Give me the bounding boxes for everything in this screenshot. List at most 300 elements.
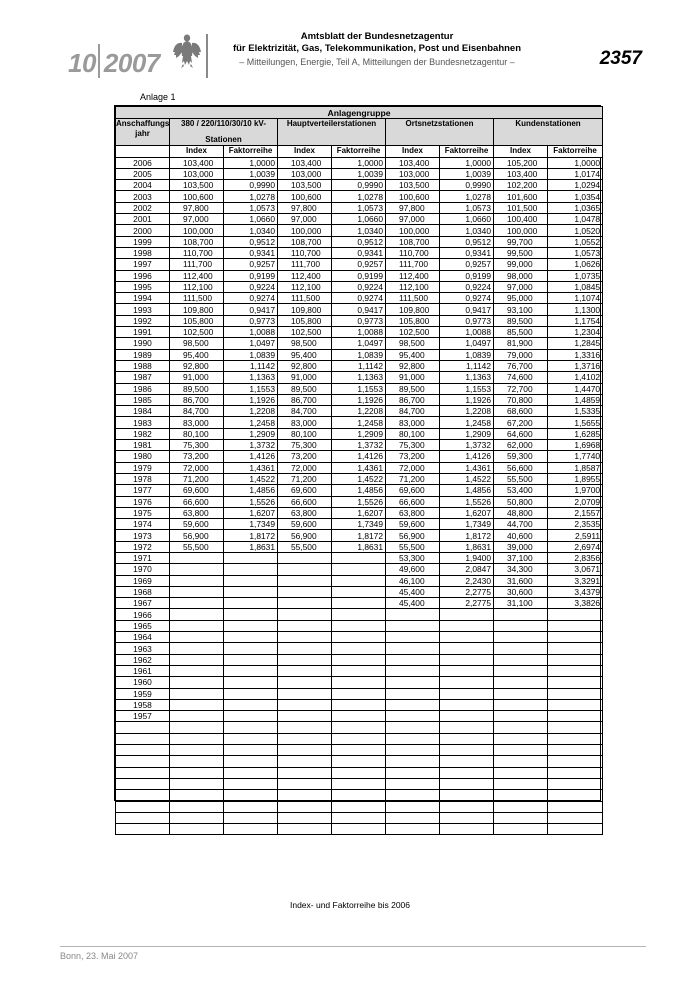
index-cell: 99,500 [494, 247, 548, 258]
faktor-cell: 1,8172 [224, 530, 278, 541]
faktor-cell [332, 722, 386, 733]
table-row [116, 236, 603, 247]
index-cell: 84,700 [278, 406, 332, 417]
faktor-cell [548, 665, 603, 676]
faktor-cell [332, 812, 386, 823]
faktor-cell [332, 711, 386, 722]
table-row [116, 327, 603, 338]
index-cell [278, 688, 332, 699]
year-cell: 1992 [116, 315, 170, 326]
faktor-cell [224, 801, 278, 812]
year-cell [116, 812, 170, 823]
year-cell: 1979 [116, 462, 170, 473]
faktor-cell: 1,2458 [224, 417, 278, 428]
faktor-cell: 0,9773 [332, 315, 386, 326]
faktor-cell: 2,0709 [548, 496, 603, 507]
header-divider [206, 34, 208, 78]
column-header-row [116, 146, 603, 157]
index-cell: 105,200 [494, 157, 548, 168]
table-row [116, 812, 603, 823]
faktor-cell: 1,0660 [332, 214, 386, 225]
faktor-cell: 0,9990 [224, 180, 278, 191]
table-row [116, 778, 603, 789]
index-cell [494, 632, 548, 643]
index-cell [386, 665, 440, 676]
year-cell [116, 722, 170, 733]
index-cell: 53,400 [494, 485, 548, 496]
faktor-cell [440, 699, 494, 710]
annex-label: Anlage 1 [140, 92, 176, 102]
faktor-cell: 2,0847 [440, 564, 494, 575]
faktor-cell: 1,1363 [224, 372, 278, 383]
faktor-cell [224, 575, 278, 586]
year-cell: 1976 [116, 496, 170, 507]
faktor-cell: 1,2208 [440, 406, 494, 417]
index-cell: 63,800 [278, 507, 332, 518]
index-cell: 112,400 [278, 270, 332, 281]
table-row [116, 417, 603, 428]
faktor-cell [332, 564, 386, 575]
index-cell: 111,500 [278, 293, 332, 304]
group-header: Anlagengruppe [116, 107, 603, 119]
faktor-cell: 1,1553 [440, 383, 494, 394]
index-cell: 69,600 [170, 485, 224, 496]
index-cell [386, 677, 440, 688]
faktor-cell: 0,9224 [224, 281, 278, 292]
faktor-cell [224, 790, 278, 801]
faktor-cell [332, 575, 386, 586]
index-cell [386, 620, 440, 631]
index-cell [170, 665, 224, 676]
index-cell: 91,000 [278, 372, 332, 383]
faktor-cell [332, 643, 386, 654]
index-cell: 76,700 [494, 360, 548, 371]
index-cell: 75,300 [278, 440, 332, 451]
index-cell [170, 564, 224, 575]
group-name-stations: 380 / 220/110/30/10 kV- [170, 119, 278, 130]
year-cell: 1987 [116, 372, 170, 383]
index-cell: 111,700 [386, 259, 440, 270]
index-cell: 105,800 [170, 315, 224, 326]
faktor-cell: 0,9512 [440, 236, 494, 247]
faktor-cell [332, 677, 386, 688]
index-cell: 93,100 [494, 304, 548, 315]
index-cell: 100,000 [170, 225, 224, 236]
index-cell [494, 790, 548, 801]
index-cell: 100,600 [170, 191, 224, 202]
index-cell [170, 790, 224, 801]
index-cell: 59,600 [170, 519, 224, 530]
faktor-cell [224, 586, 278, 597]
faktor-cell: 1,4856 [440, 485, 494, 496]
year-cell: 1982 [116, 428, 170, 439]
index-cell: 67,200 [494, 417, 548, 428]
index-cell: 73,200 [170, 451, 224, 462]
faktor-cell: 1,6207 [440, 507, 494, 518]
index-cell: 95,400 [170, 349, 224, 360]
index-cell [494, 677, 548, 688]
index-cell [494, 688, 548, 699]
faktor-cell: 0,9199 [332, 270, 386, 281]
table-row [116, 406, 603, 417]
year-cell: 1989 [116, 349, 170, 360]
index-cell [278, 654, 332, 665]
index-cell: 66,600 [170, 496, 224, 507]
index-cell [386, 699, 440, 710]
faktor-cell: 1,0573 [332, 202, 386, 213]
index-cell [170, 756, 224, 767]
index-cell: 71,200 [278, 473, 332, 484]
faktor-cell [224, 699, 278, 710]
faktor-cell [440, 812, 494, 823]
year-cell: 2001 [116, 214, 170, 225]
table-row [116, 214, 603, 225]
faktor-cell: 2,1557 [548, 507, 603, 518]
index-cell: 108,700 [170, 236, 224, 247]
table-row [116, 338, 603, 349]
faktor-cell [440, 677, 494, 688]
table-row [116, 304, 603, 315]
faktor-cell: 1,8631 [224, 541, 278, 552]
year-cell: 1996 [116, 270, 170, 281]
faktor-cell: 1,0660 [440, 214, 494, 225]
faktor-cell: 1,4102 [548, 372, 603, 383]
faktor-cell: 1,1363 [332, 372, 386, 383]
index-cell [494, 609, 548, 620]
index-cell [278, 620, 332, 631]
index-cell [494, 745, 548, 756]
faktor-cell: 0,9199 [224, 270, 278, 281]
table-row [116, 507, 603, 518]
faktor-cell: 1,6207 [332, 507, 386, 518]
faktor-cell: 2,2430 [440, 575, 494, 586]
faktor-cell [440, 801, 494, 812]
index-cell [386, 632, 440, 643]
faktor-cell: 0,9773 [440, 315, 494, 326]
group-name-stations-line2: Stationen [170, 129, 278, 146]
index-cell [170, 552, 224, 563]
year-cell [116, 801, 170, 812]
table-row [116, 473, 603, 484]
faktor-cell [440, 654, 494, 665]
index-cell [494, 722, 548, 733]
index-cell: 97,000 [170, 214, 224, 225]
faktor-cell: 1,2909 [440, 428, 494, 439]
faktor-cell: 3,3291 [548, 575, 603, 586]
faktor-cell: 1,1553 [332, 383, 386, 394]
faktor-cell: 1,1754 [548, 315, 603, 326]
table-row [116, 281, 603, 292]
index-cell: 112,400 [170, 270, 224, 281]
faktor-cell [224, 632, 278, 643]
faktor-cell [224, 665, 278, 676]
index-cell: 102,200 [494, 180, 548, 191]
faktor-cell: 3,0671 [548, 564, 603, 575]
index-cell: 99,000 [494, 259, 548, 270]
index-cell: 69,600 [386, 485, 440, 496]
faktor-cell: 1,0573 [440, 202, 494, 213]
index-cell: 73,200 [278, 451, 332, 462]
index-cell [278, 778, 332, 789]
faktor-cell: 1,0278 [224, 191, 278, 202]
faktor-cell: 2,2775 [440, 586, 494, 597]
index-cell: 66,600 [386, 496, 440, 507]
year-cell [116, 767, 170, 778]
index-cell: 97,000 [278, 214, 332, 225]
year-cell [116, 745, 170, 756]
index-cell [170, 745, 224, 756]
faktor-cell: 2,2775 [440, 598, 494, 609]
faktor-cell: 1,8172 [440, 530, 494, 541]
index-cell [494, 654, 548, 665]
index-cell [170, 586, 224, 597]
index-cell: 111,700 [170, 259, 224, 270]
year-cell: 1957 [116, 711, 170, 722]
faktor-cell: 1,0294 [548, 180, 603, 191]
table-row [116, 496, 603, 507]
year-cell: 1978 [116, 473, 170, 484]
footer-rule [60, 946, 646, 947]
index-cell [494, 733, 548, 744]
faktor-cell: 1,5655 [548, 417, 603, 428]
index-cell: 59,600 [386, 519, 440, 530]
index-cell: 69,600 [278, 485, 332, 496]
index-cell [170, 677, 224, 688]
index-cell [386, 801, 440, 812]
year-cell: 1990 [116, 338, 170, 349]
faktor-cell [548, 733, 603, 744]
faktor-cell: 2,6974 [548, 541, 603, 552]
faktor-cell [224, 564, 278, 575]
index-cell [170, 643, 224, 654]
col-index-2: Index [278, 146, 332, 157]
index-cell: 100,600 [278, 191, 332, 202]
index-cell: 89,500 [170, 383, 224, 394]
index-cell [278, 722, 332, 733]
index-cell: 40,600 [494, 530, 548, 541]
year-cell: 1975 [116, 507, 170, 518]
index-cell: 86,700 [278, 394, 332, 405]
index-cell [278, 756, 332, 767]
faktor-cell [332, 609, 386, 620]
faktor-cell [332, 767, 386, 778]
faktor-cell: 1,0039 [440, 168, 494, 179]
index-cell: 55,500 [170, 541, 224, 552]
faktor-cell [548, 609, 603, 620]
index-cell: 103,400 [278, 157, 332, 168]
index-cell: 111,500 [386, 293, 440, 304]
index-cell [386, 767, 440, 778]
faktor-cell: 1,1142 [440, 360, 494, 371]
faktor-cell [332, 745, 386, 756]
faktor-cell [440, 767, 494, 778]
index-cell [386, 778, 440, 789]
faktor-cell: 1,0497 [224, 338, 278, 349]
index-cell: 105,800 [278, 315, 332, 326]
index-cell [170, 575, 224, 586]
faktor-cell: 0,9417 [440, 304, 494, 315]
faktor-cell [332, 632, 386, 643]
faktor-cell: 0,9257 [440, 259, 494, 270]
index-cell: 97,000 [494, 281, 548, 292]
index-cell: 97,000 [386, 214, 440, 225]
index-cell: 109,800 [386, 304, 440, 315]
faktor-cell: 1,3732 [440, 440, 494, 451]
faktor-cell [548, 643, 603, 654]
year-cell: 2006 [116, 157, 170, 168]
index-cell [170, 654, 224, 665]
faktor-cell: 1,2304 [548, 327, 603, 338]
year-cell: 1964 [116, 632, 170, 643]
faktor-cell: 1,0340 [224, 225, 278, 236]
index-cell [386, 790, 440, 801]
index-cell: 71,200 [386, 473, 440, 484]
index-cell [278, 745, 332, 756]
index-cell [170, 609, 224, 620]
faktor-cell [332, 620, 386, 631]
faktor-cell: 0,9257 [332, 259, 386, 270]
index-cell [278, 575, 332, 586]
faktor-cell: 1,2208 [332, 406, 386, 417]
faktor-cell: 1,4126 [440, 451, 494, 462]
group-header-row [116, 107, 603, 119]
index-cell: 89,500 [494, 315, 548, 326]
index-cell: 112,100 [170, 281, 224, 292]
index-cell: 80,100 [278, 428, 332, 439]
index-cell [386, 654, 440, 665]
faktor-cell [332, 756, 386, 767]
year-cell: 1998 [116, 247, 170, 258]
group-name-local-network: Ortsnetzstationen [386, 119, 494, 146]
col-index-1: Index [170, 146, 224, 157]
index-cell: 45,400 [386, 586, 440, 597]
index-cell: 92,800 [278, 360, 332, 371]
index-cell: 50,800 [494, 496, 548, 507]
index-table-container [114, 105, 601, 801]
index-cell: 97,800 [278, 202, 332, 213]
table-row [116, 315, 603, 326]
faktor-cell: 2,8356 [548, 552, 603, 563]
year-cell: 1994 [116, 293, 170, 304]
faktor-cell [440, 688, 494, 699]
year-cell: 1960 [116, 677, 170, 688]
faktor-cell: 1,8587 [548, 462, 603, 473]
table-row [116, 530, 603, 541]
table-row [116, 767, 603, 778]
index-cell [170, 688, 224, 699]
faktor-cell: 1,8631 [332, 541, 386, 552]
year-cell: 1984 [116, 406, 170, 417]
faktor-cell [224, 688, 278, 699]
table-row [116, 451, 603, 462]
index-cell [386, 722, 440, 733]
year-cell: 1972 [116, 541, 170, 552]
footer-date: Bonn, 23. Mai 2007 [60, 951, 139, 961]
faktor-cell: 1,7740 [548, 451, 603, 462]
index-cell: 98,500 [386, 338, 440, 349]
index-cell: 31,100 [494, 598, 548, 609]
index-cell: 63,800 [386, 507, 440, 518]
faktor-cell: 1,3732 [224, 440, 278, 451]
faktor-cell: 1,0340 [332, 225, 386, 236]
year-cell [116, 756, 170, 767]
index-cell [494, 801, 548, 812]
faktor-cell: 0,9417 [224, 304, 278, 315]
faktor-cell [224, 778, 278, 789]
faktor-cell [224, 733, 278, 744]
table-row [116, 394, 603, 405]
year-cell: 1988 [116, 360, 170, 371]
index-cell: 103,500 [386, 180, 440, 191]
faktor-cell [332, 688, 386, 699]
faktor-cell: 1,4522 [332, 473, 386, 484]
index-cell [170, 778, 224, 789]
table-row [116, 157, 603, 168]
index-cell: 59,300 [494, 451, 548, 462]
faktor-cell: 1,1074 [548, 293, 603, 304]
index-cell: 110,700 [278, 247, 332, 258]
faktor-cell: 1,1553 [224, 383, 278, 394]
table-row [116, 699, 603, 710]
index-cell [494, 767, 548, 778]
faktor-cell: 1,4859 [548, 394, 603, 405]
faktor-cell [548, 722, 603, 733]
index-cell [494, 711, 548, 722]
index-cell: 102,500 [170, 327, 224, 338]
faktor-cell: 1,2458 [332, 417, 386, 428]
index-cell [278, 632, 332, 643]
faktor-cell: 1,0088 [332, 327, 386, 338]
table-row [116, 688, 603, 699]
index-cell: 108,700 [386, 236, 440, 247]
year-cell: 1961 [116, 665, 170, 676]
faktor-cell [224, 677, 278, 688]
year-cell: 1967 [116, 598, 170, 609]
faktor-cell: 1,0088 [440, 327, 494, 338]
faktor-cell: 1,4856 [224, 485, 278, 496]
faktor-cell [548, 620, 603, 631]
faktor-cell: 1,0174 [548, 168, 603, 179]
index-cell: 98,000 [494, 270, 548, 281]
index-cell [278, 598, 332, 609]
group-name-customer: Kundenstationen [494, 119, 603, 146]
index-cell: 56,600 [494, 462, 548, 473]
index-cell [494, 756, 548, 767]
year-cell: 2000 [116, 225, 170, 236]
faktor-cell [440, 632, 494, 643]
faktor-cell: 1,1142 [224, 360, 278, 371]
group-names-row [116, 119, 603, 130]
index-cell [386, 609, 440, 620]
faktor-cell: 1,0552 [548, 236, 603, 247]
index-cell: 46,100 [386, 575, 440, 586]
faktor-cell: 1,4126 [332, 451, 386, 462]
index-cell [278, 699, 332, 710]
faktor-cell: 1,2909 [332, 428, 386, 439]
faktor-cell: 1,2208 [224, 406, 278, 417]
index-cell: 84,700 [170, 406, 224, 417]
faktor-cell: 0,9341 [332, 247, 386, 258]
faktor-cell [224, 643, 278, 654]
index-cell: 55,500 [386, 541, 440, 552]
faktor-cell: 1,1926 [332, 394, 386, 405]
faktor-cell [440, 643, 494, 654]
faktor-cell: 3,4379 [548, 586, 603, 597]
table-row [116, 598, 603, 609]
faktor-cell: 1,1926 [224, 394, 278, 405]
faktor-cell: 0,9512 [224, 236, 278, 247]
table-row [116, 225, 603, 236]
